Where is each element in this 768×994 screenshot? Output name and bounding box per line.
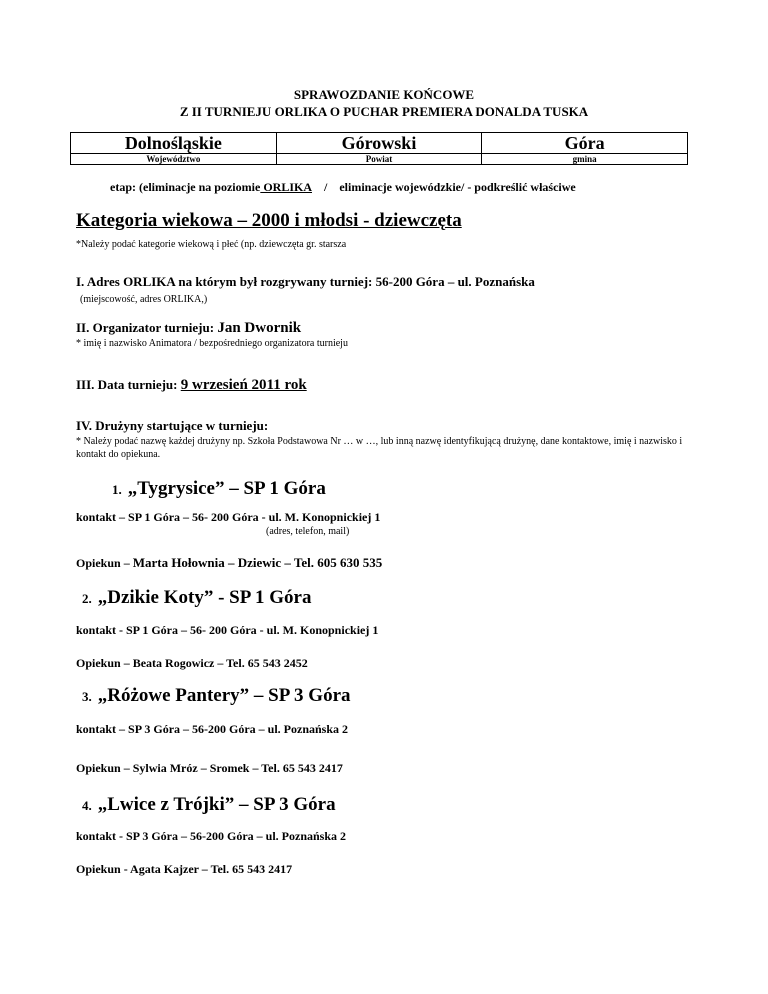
guardian-label: Opiekun – xyxy=(76,556,133,570)
stage-underlined: ORLIKA xyxy=(260,180,312,194)
guardian-details: Marta Hołownia – Dziewic – Tel. 605 630 535 xyxy=(132,555,383,570)
team-number: 1. xyxy=(112,482,122,497)
organizer-label: II. Organizator turnieju: xyxy=(76,320,218,335)
team-number: 3. xyxy=(82,689,92,704)
team-number: 2. xyxy=(82,591,92,606)
guardian-label: Opiekun – xyxy=(76,656,133,670)
stage-prefix: etap: (eliminacje na poziomie xyxy=(110,180,261,194)
report-title: SPRAWOZDANIE KOŃCOWE xyxy=(293,87,475,102)
county-label: Powiat xyxy=(276,154,482,165)
section-date xyxy=(76,377,307,394)
team-contact: kontakt – SP 3 Góra – 56-200 Góra – ul. Poznańska 2 xyxy=(76,722,349,736)
date-value: 9 wrzesień 2011 rok xyxy=(180,377,307,393)
team-guardian xyxy=(76,761,343,776)
team-heading xyxy=(82,794,336,816)
section-organizer xyxy=(76,320,301,337)
team-name: „Tygrysice” – SP 1 Góra xyxy=(127,478,326,499)
team-name: „Różowe Pantery” – SP 3 Góra xyxy=(97,685,351,706)
stage-line xyxy=(110,180,576,195)
team-contact: kontakt - SP 3 Góra – 56-200 Góra – ul. Poznańska 2 xyxy=(76,829,347,843)
contact-note: (adres, telefon, mail) xyxy=(266,526,350,537)
region-table xyxy=(70,132,688,165)
team-guardian xyxy=(76,555,382,571)
municipality-value: Góra xyxy=(482,133,688,154)
date-label: III. Data turnieju: xyxy=(76,377,181,392)
section-address: I. Adres ORLIKA na którym był rozgrywany turniej: 56-200 Góra – ul. Poznańska xyxy=(76,274,535,289)
category-heading: Kategoria wiekowa – 2000 i młodsi - dziewczęta xyxy=(76,210,462,231)
organizer-note: * imię i nazwisko Animatora / bezpośredniego organizatora turnieju xyxy=(76,338,348,349)
team-name: „Lwice z Trójki” – SP 3 Góra xyxy=(97,794,336,815)
team-guardian xyxy=(76,656,308,671)
team-name: „Dzikie Koty” - SP 1 Góra xyxy=(97,587,312,608)
county-value: Górowski xyxy=(276,133,482,154)
team-guardian xyxy=(76,862,292,877)
stage-separator: / xyxy=(324,180,328,194)
guardian-label: Opiekun – xyxy=(76,761,133,775)
report-subtitle: Z II TURNIEJU ORLIKA O PUCHAR PREMIERA DONALDA TUSKA xyxy=(179,104,589,119)
team-heading xyxy=(82,587,311,609)
stage-suffix: eliminacje wojewódzkie/ - podkreślić właściwe xyxy=(339,180,576,194)
teams-note: * Należy podać nazwę każdej drużyny np. Szkoła Podstawowa Nr … w …, lub inną nazwę identyfikującą drużynę, dane kontaktowe, imię i nazwisko i kontakt do opiekuna. xyxy=(76,436,683,460)
municipality-label: gmina xyxy=(482,154,688,165)
team-contact: kontakt - SP 1 Góra – 56- 200 Góra - ul. M. Konopnickiej 1 xyxy=(76,623,379,637)
team-number: 4. xyxy=(82,798,92,813)
guardian-details: Agata Kajzer – Tel. 65 543 2417 xyxy=(130,862,293,876)
team-heading xyxy=(112,478,326,500)
organizer-name: Jan Dwornik xyxy=(217,320,302,336)
guardian-details: Sylwia Mróz – Sromek – Tel. 65 543 2417 xyxy=(132,761,343,775)
guardian-details: Beata Rogowicz – Tel. 65 543 2452 xyxy=(132,656,308,670)
team-heading xyxy=(82,685,351,707)
voivodeship-label: Województwo xyxy=(71,154,277,165)
team-contact: kontakt – SP 1 Góra – 56- 200 Góra - ul. M. Konopnickiej 1 xyxy=(76,510,381,524)
address-note: (miejscowość, adres ORLIKA,) xyxy=(80,294,208,305)
voivodeship-value: Dolnośląskie xyxy=(71,133,277,154)
section-teams: IV. Drużyny startujące w turnieju: xyxy=(76,418,269,433)
category-note: *Należy podać kategorie wiekową i płeć (np. dziewczęta gr. starsza xyxy=(76,239,347,250)
guardian-label: Opiekun - xyxy=(76,862,131,876)
